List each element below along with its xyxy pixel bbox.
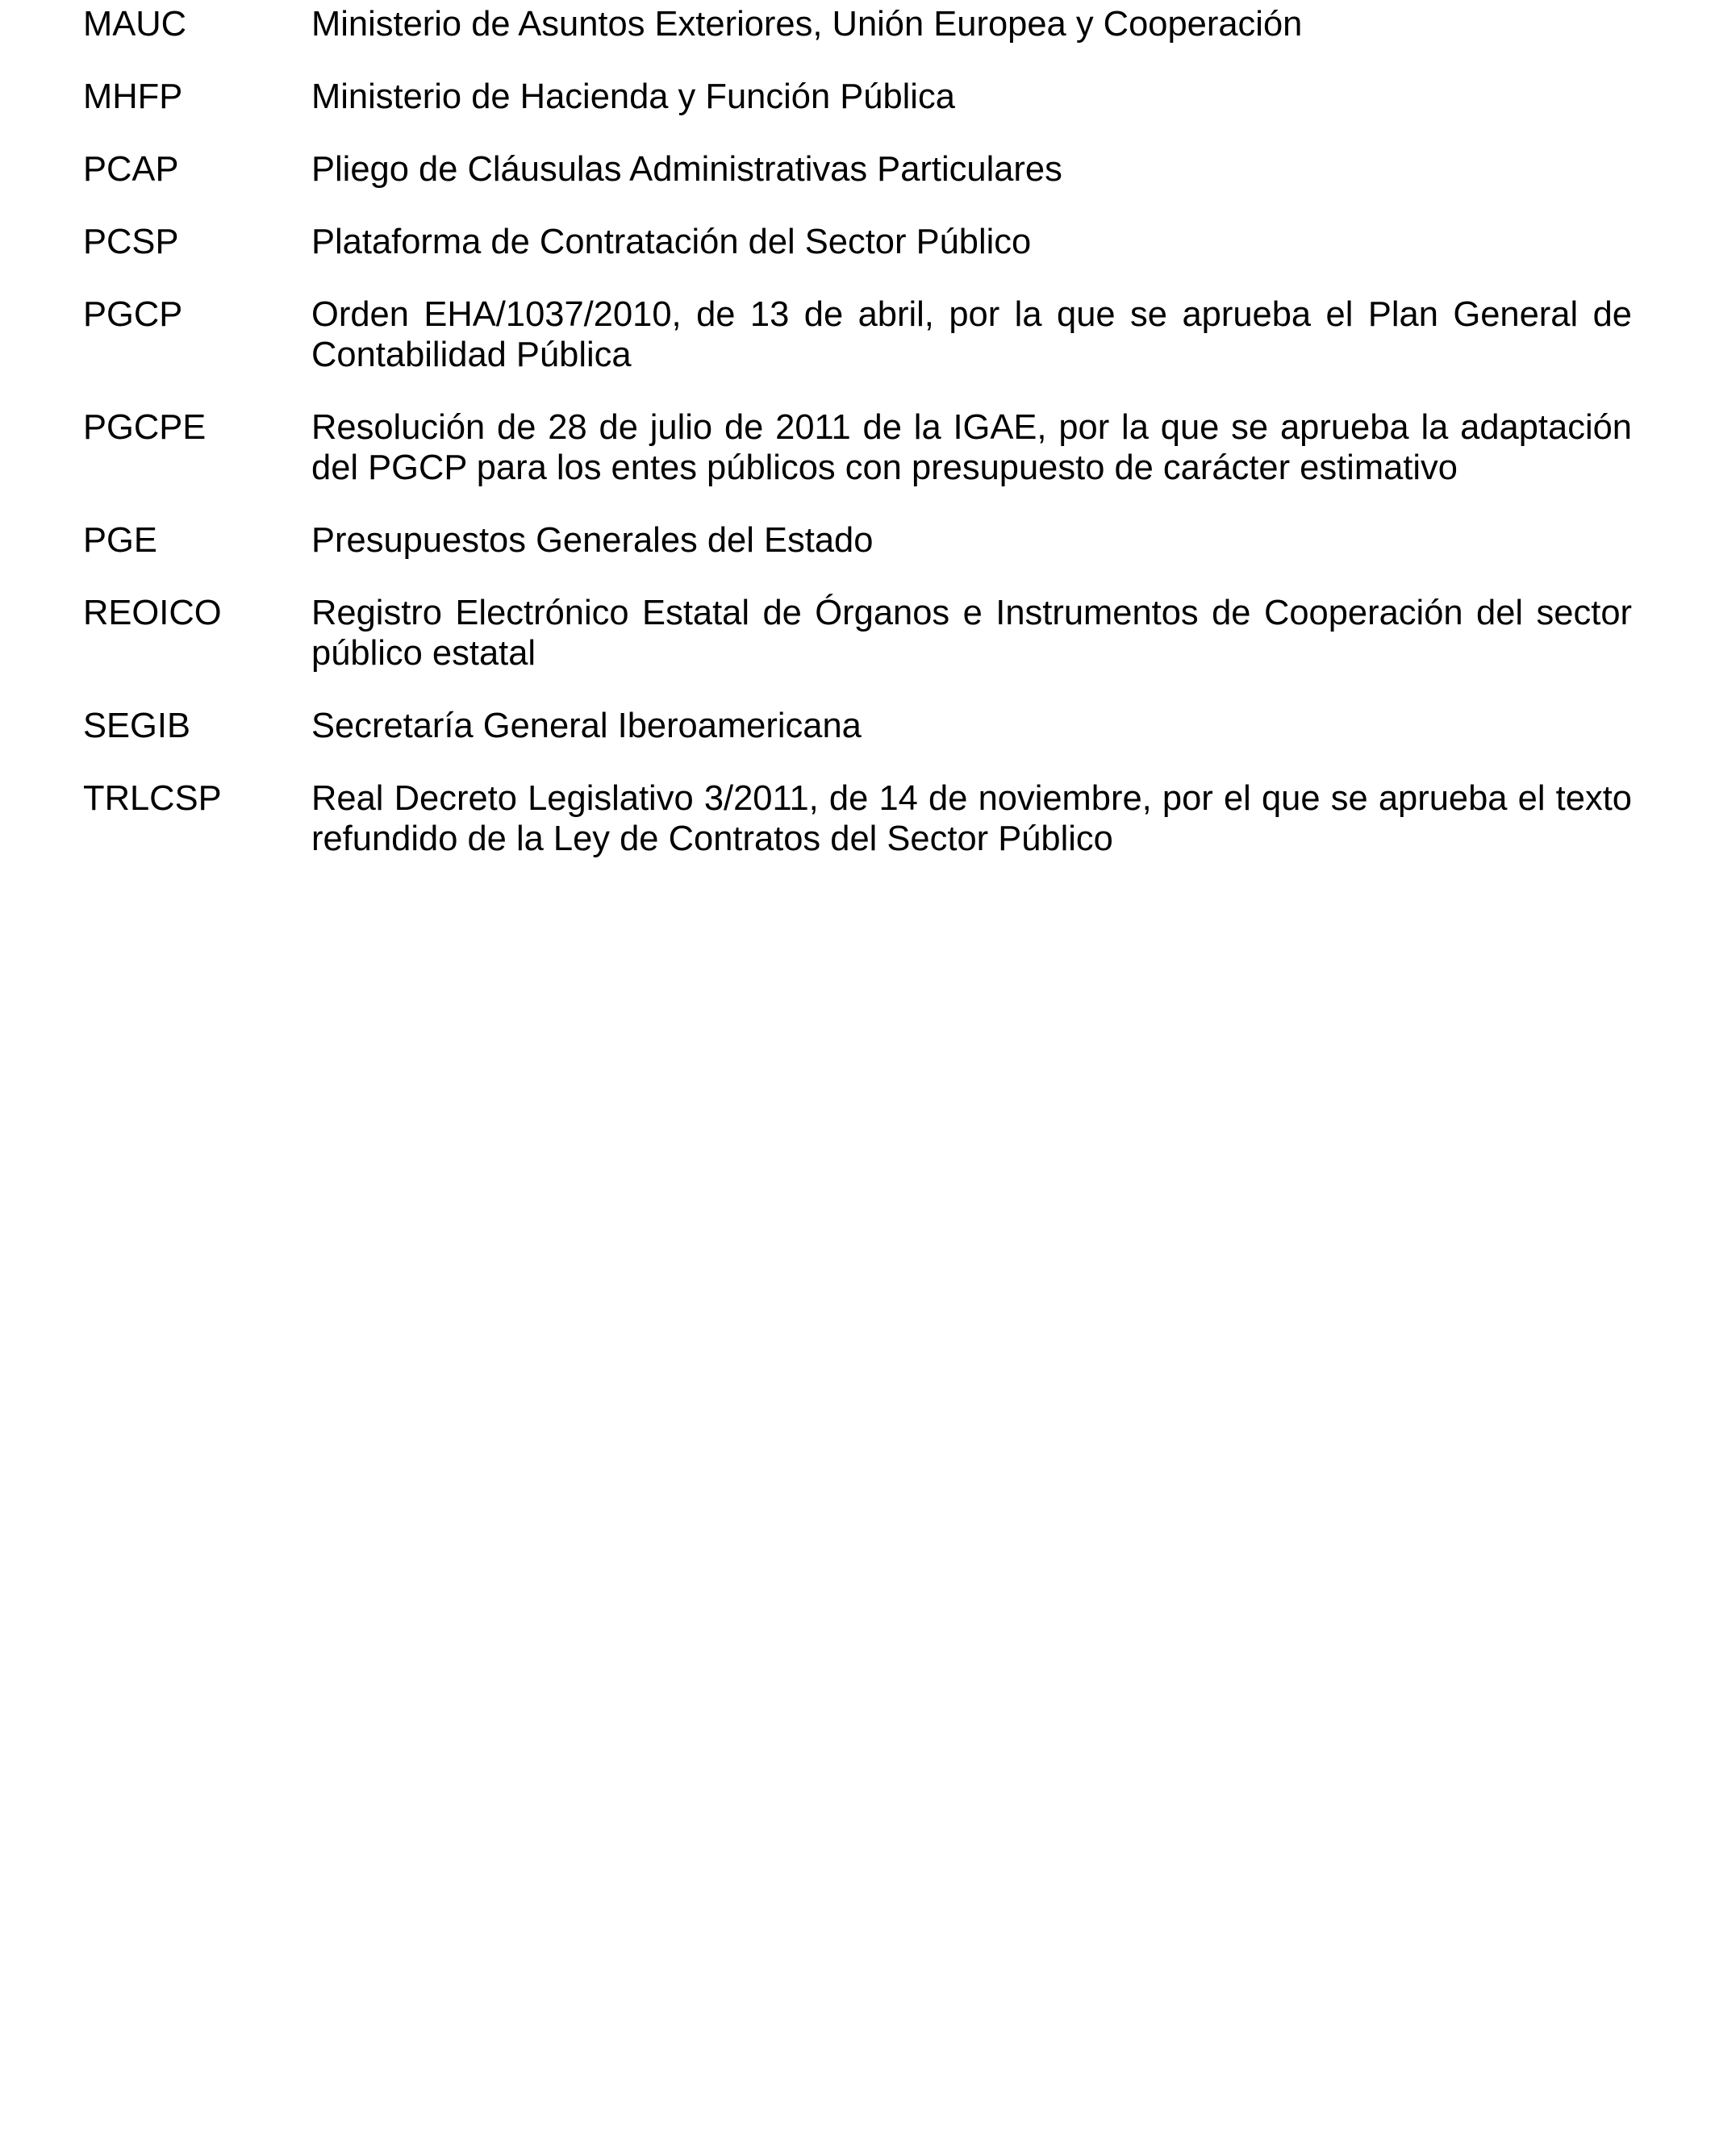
glossary-entry-segib bbox=[83, 706, 1632, 746]
definition: Real Decreto Legislativo 3/2011, de 14 de noviembre, por el que se aprueba el texto refundido de la Ley de Contratos del Sector Público bbox=[311, 779, 1632, 858]
acronym: SEGIB bbox=[83, 707, 190, 745]
acronym: MAUC bbox=[83, 5, 187, 44]
acronym: MHFP bbox=[83, 77, 183, 116]
glossary-entry-pgcp bbox=[83, 294, 1632, 375]
glossary-entry-mhfp bbox=[83, 77, 1632, 117]
definition: Presupuestos Generales del Estado bbox=[311, 521, 874, 560]
definition: Pliego de Cláusulas Administrativas Particulares bbox=[311, 150, 1062, 189]
glossary-entry-pge bbox=[83, 520, 1632, 561]
glossary-entry-pcsp bbox=[83, 222, 1632, 262]
acronym: PGCP bbox=[83, 295, 183, 334]
definition: Ministerio de Asuntos Exteriores, Unión Europea y Cooperación bbox=[311, 5, 1303, 44]
acronym: TRLCSP bbox=[83, 779, 222, 818]
glossary-entry-pgcpe bbox=[83, 407, 1632, 488]
definition: Ministerio de Hacienda y Función Pública bbox=[311, 77, 955, 116]
acronym: PGE bbox=[83, 521, 157, 560]
definition: Secretaría General Iberoamericana bbox=[311, 707, 862, 745]
definition: Registro Electrónico Estatal de Órganos e Instrumentos de Cooperación del sector público estatal bbox=[311, 594, 1632, 673]
acronym: PCSP bbox=[83, 223, 179, 261]
acronym: REOICO bbox=[83, 594, 222, 632]
glossary-list bbox=[83, 4, 1632, 891]
acronym: PCAP bbox=[83, 150, 179, 189]
acronym: PGCPE bbox=[83, 408, 207, 447]
definition: Plataforma de Contratación del Sector Público bbox=[311, 223, 1032, 261]
glossary-entry-reoico bbox=[83, 593, 1632, 673]
glossary-entry-trlcsp bbox=[83, 778, 1632, 859]
glossary-entry-mauc bbox=[83, 4, 1632, 44]
glossary-entry-pcap bbox=[83, 149, 1632, 190]
definition: Orden EHA/1037/2010, de 13 de abril, por la que se aprueba el Plan General de Contabilidad Pública bbox=[311, 295, 1632, 374]
definition: Resolución de 28 de julio de 2011 de la IGAE, por la que se aprueba la adaptación del PGCP para los entes públicos con presupuesto de carácter estimativo bbox=[311, 408, 1632, 487]
